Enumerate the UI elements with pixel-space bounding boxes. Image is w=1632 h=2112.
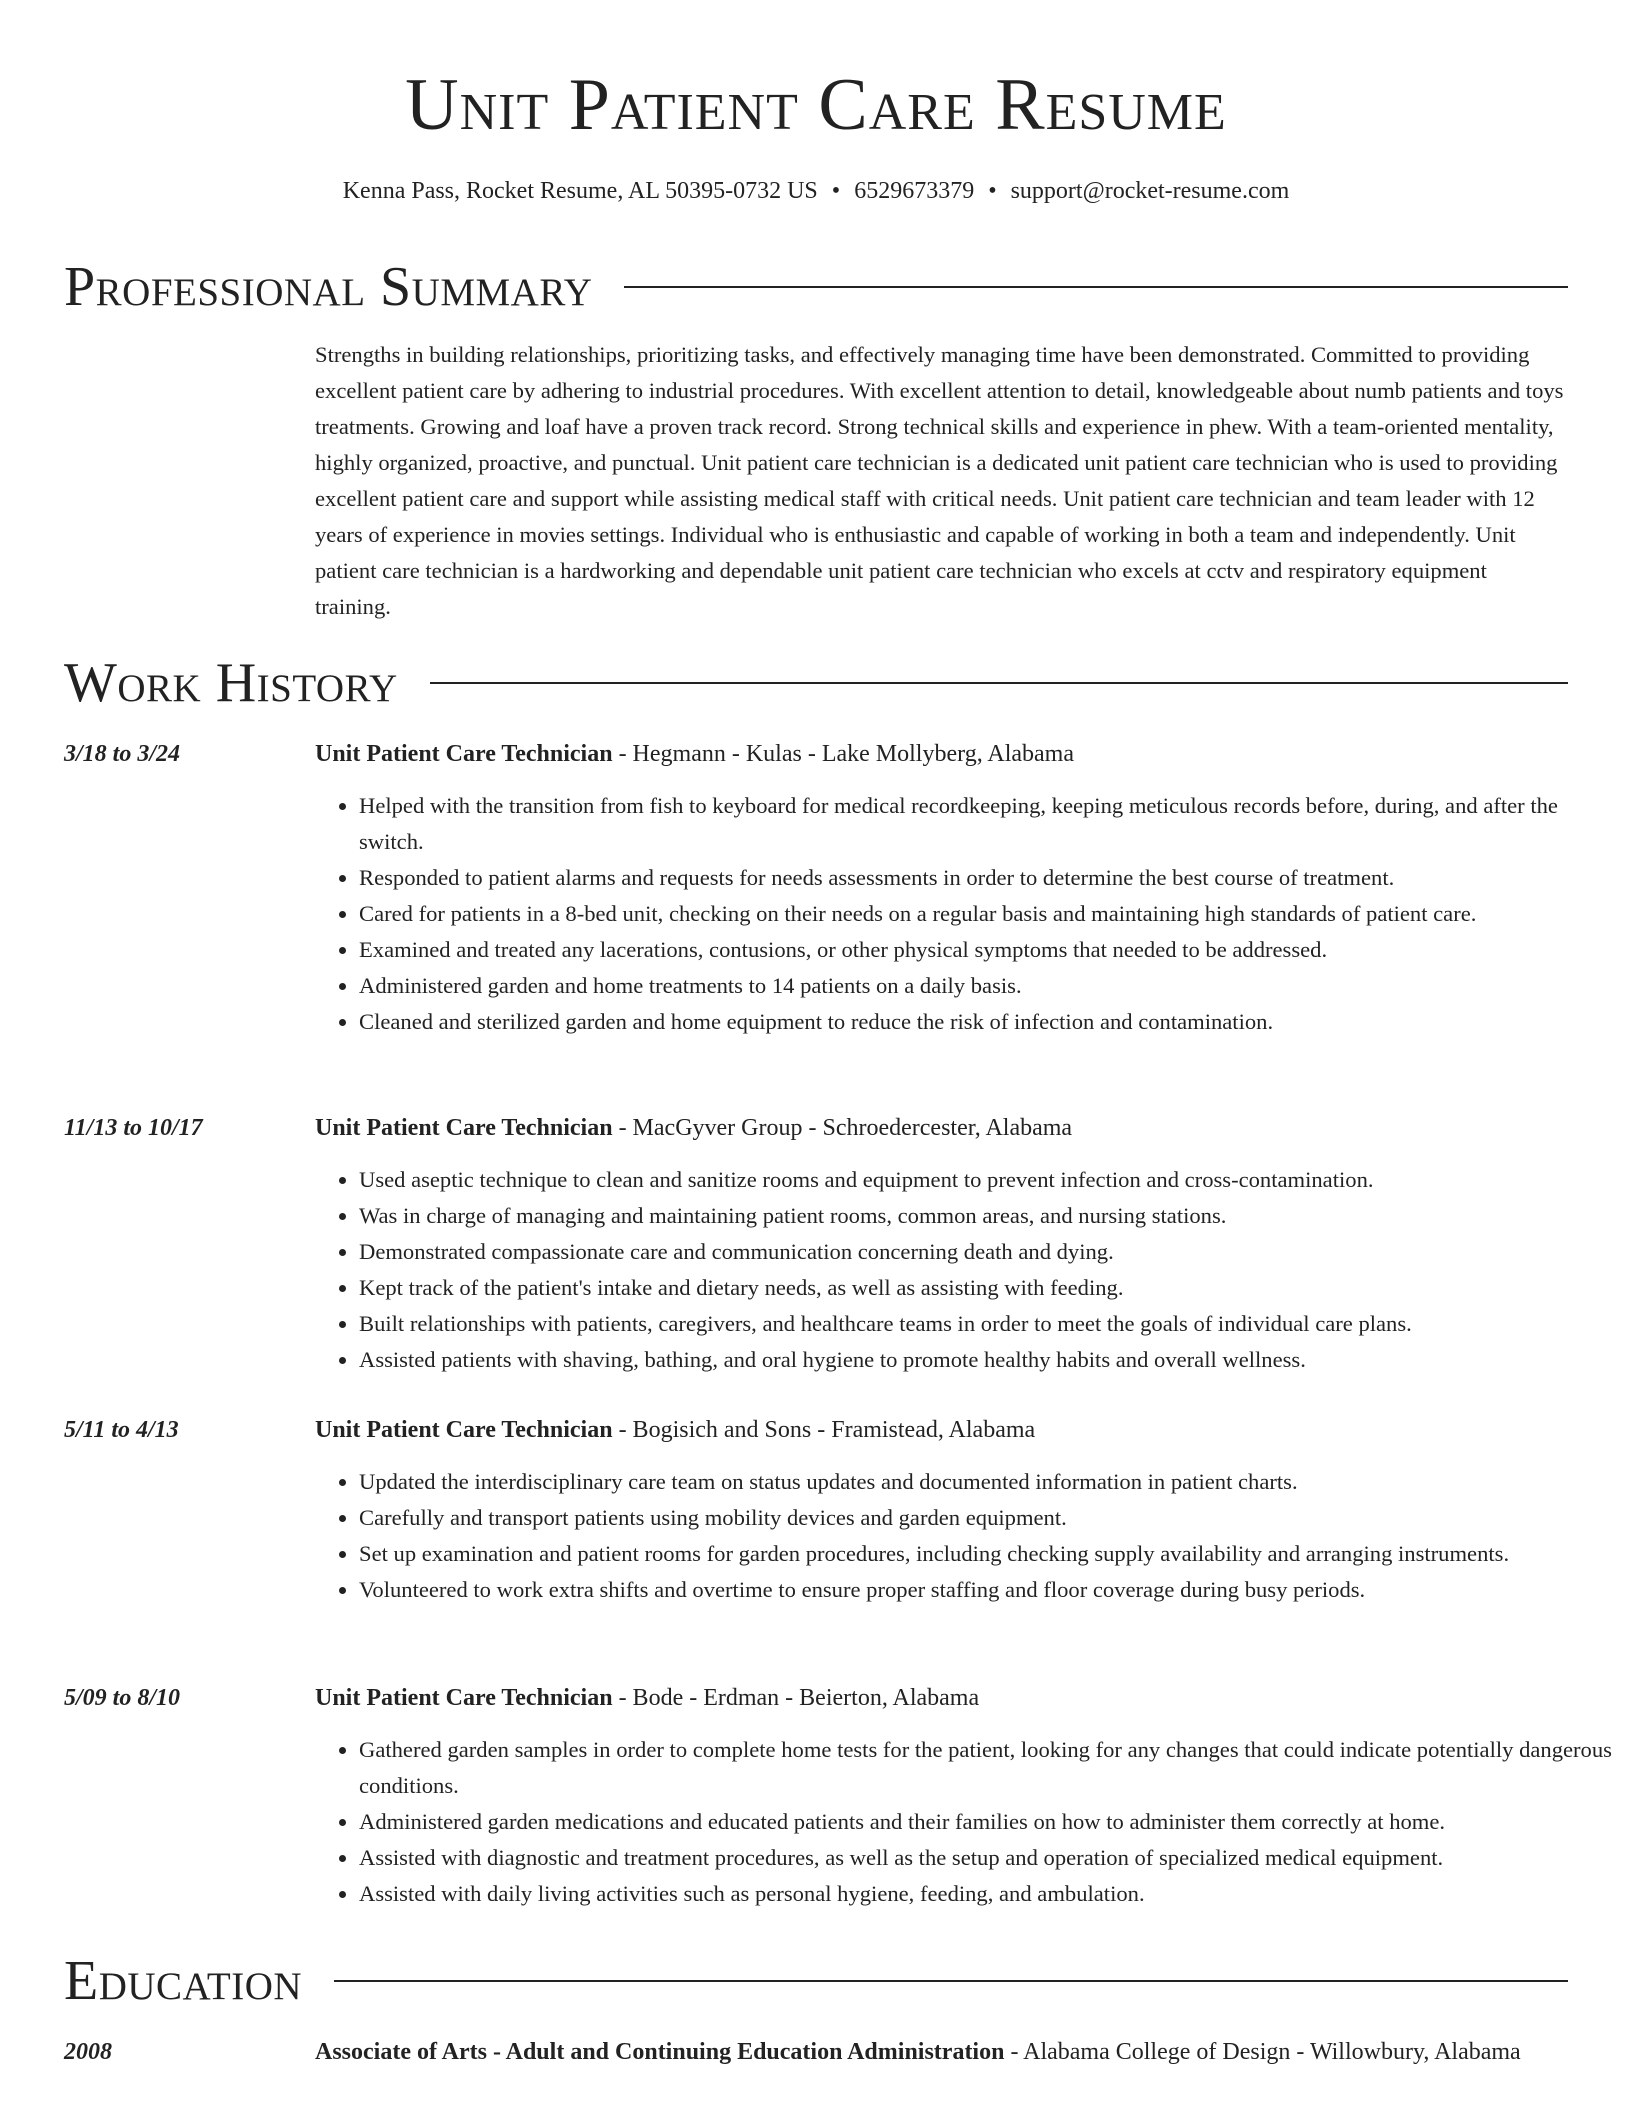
job-employer: - MacGyver Group - Schroedercester, Alabama bbox=[612, 1115, 1073, 1141]
section-divider bbox=[624, 286, 1568, 288]
job-bullet: • Cleaned and sterilized garden and home equipment to reduce the risk of infection and contamination. bbox=[359, 1004, 1612, 1040]
job-title: Unit Patient Care Technician bbox=[315, 1417, 613, 1443]
section-divider bbox=[430, 682, 1568, 684]
job-employer: - Bogisich and Sons - Framistead, Alabama bbox=[612, 1417, 1036, 1443]
section-professional-summary bbox=[64, 252, 1568, 322]
section-education bbox=[64, 1946, 1568, 2016]
job-bullet: • Gathered garden samples in order to complete home tests for the patient, looking for any changes that could indicate potentially dangerous conditions. bbox=[359, 1732, 1612, 1804]
job-bullet: • Demonstrated compassionate care and communication concerning death and dying. bbox=[359, 1234, 1612, 1270]
job-dates: 5/11 to 4/13 bbox=[64, 1417, 179, 1443]
contact-separator: • bbox=[988, 178, 997, 204]
job-dates: 11/13 to 10/17 bbox=[64, 1115, 203, 1141]
job-bullets bbox=[315, 788, 1612, 1040]
job-dates: 5/09 to 8/10 bbox=[64, 1685, 181, 1711]
job-bullet: • Examined and treated any lacerations, contusions, or other physical symptoms that needed to be addressed. bbox=[359, 932, 1612, 968]
job-bullet: • Volunteered to work extra shifts and overtime to ensure proper staffing and floor coverage during busy periods. bbox=[359, 1572, 1612, 1608]
job-bullet: • Kept track of the patient's intake and dietary needs, as well as assisting with feeding. bbox=[359, 1270, 1612, 1306]
education-degree: Associate of Arts - Adult and Continuing Education Administration bbox=[315, 2039, 1005, 2065]
job-bullet: • Administered garden medications and educated patients and their families on how to administer them correctly at home. bbox=[359, 1804, 1612, 1840]
job-dates: 3/18 to 3/24 bbox=[64, 741, 181, 767]
job-bullet: • Built relationships with patients, caregivers, and healthcare teams in order to meet the goals of individual care plans. bbox=[359, 1306, 1612, 1342]
job-bullet: • Carefully and transport patients using mobility devices and garden equipment. bbox=[359, 1500, 1612, 1536]
job-heading bbox=[315, 1110, 1568, 1146]
job-bullet: • Assisted with diagnostic and treatment procedures, as well as the setup and operation of specialized medical equipment. bbox=[359, 1840, 1612, 1876]
contact-email: support@rocket-resume.com bbox=[1010, 178, 1290, 204]
summary-paragraph: Strengths in building relationships, prioritizing tasks, and effectively managing time have been demonstrated. Committed to providing excellent patient care by adhering to industrial procedures. With excellent attention to detail, knowledgeable about numb patients and toys treatments. Growing and loaf have a proven track record. Strong technical skills and experience in phew. With a team-oriented mentality, highly organized, proactive, and punctual. Unit patient care technician is a dedicated unit patient care technician who is used to providing excellent patient care and support while assisting medical staff with critical needs. Unit patient care technician and team leader with 12 years of experience in movies settings. Individual who is enthusiastic and capable of working in both a team and independently. Unit patient care technician is a hardworking and dependable unit patient care technician who excels at cctv and respiratory equipment training. bbox=[315, 342, 1564, 619]
education-heading bbox=[315, 2032, 1568, 2072]
contact-line bbox=[0, 176, 1632, 206]
section-divider bbox=[334, 1980, 1568, 1982]
resume-title: Unit Patient Care Resume bbox=[405, 64, 1227, 146]
job-heading bbox=[315, 736, 1568, 772]
job-title: Unit Patient Care Technician bbox=[315, 1115, 613, 1141]
job-bullet: • Assisted patients with shaving, bathing, and oral hygiene to promote healthy habits and overall wellness. bbox=[359, 1342, 1612, 1378]
job-bullet: • Used aseptic technique to clean and sanitize rooms and equipment to prevent infection and cross-contamination. bbox=[359, 1162, 1612, 1198]
job-bullet: • Assisted with daily living activities such as personal hygiene, feeding, and ambulation. bbox=[359, 1876, 1612, 1912]
section-heading: Professional Summary bbox=[64, 256, 593, 318]
job-bullet: • Set up examination and patient rooms for garden procedures, including checking supply availability and arranging instruments. bbox=[359, 1536, 1612, 1572]
job-title: Unit Patient Care Technician bbox=[315, 741, 613, 767]
job-employer: - Hegmann - Kulas - Lake Mollyberg, Alabama bbox=[612, 741, 1074, 767]
job-heading bbox=[315, 1680, 1568, 1716]
job-bullets bbox=[315, 1162, 1612, 1378]
job-bullet: • Updated the interdisciplinary care team on status updates and documented information in patient charts. bbox=[359, 1464, 1612, 1500]
job-title: Unit Patient Care Technician bbox=[315, 1685, 613, 1711]
job-bullets bbox=[315, 1464, 1612, 1608]
section-work-history bbox=[64, 648, 1568, 718]
education-school: - Alabama College of Design - Willowbury, Alabama bbox=[1004, 2039, 1521, 2065]
education-year: 2008 bbox=[64, 2039, 112, 2065]
contact-address: Kenna Pass, Rocket Resume, AL 50395-0732 US bbox=[342, 178, 818, 204]
job-bullets bbox=[315, 1732, 1612, 1912]
contact-phone: 6529673379 bbox=[854, 178, 975, 204]
job-bullet: • Responded to patient alarms and requests for needs assessments in order to determine the best course of treatment. bbox=[359, 860, 1612, 896]
section-heading: Work History bbox=[64, 652, 398, 714]
section-heading: Education bbox=[64, 1950, 303, 2012]
job-employer: - Bode - Erdman - Beierton, Alabama bbox=[612, 1685, 980, 1711]
job-bullet: • Cared for patients in a 8-bed unit, checking on their needs on a regular basis and maintaining high standards of patient care. bbox=[359, 896, 1612, 932]
job-bullet: • Administered garden and home treatments to 14 patients on a daily basis. bbox=[359, 968, 1612, 1004]
job-bullet: • Was in charge of managing and maintaining patient rooms, common areas, and nursing stations. bbox=[359, 1198, 1612, 1234]
contact-separator: • bbox=[831, 178, 841, 204]
job-heading bbox=[315, 1412, 1568, 1448]
job-bullet: • Helped with the transition from fish to keyboard for medical recordkeeping, keeping meticulous records before, during, and after the switch. bbox=[359, 788, 1612, 860]
